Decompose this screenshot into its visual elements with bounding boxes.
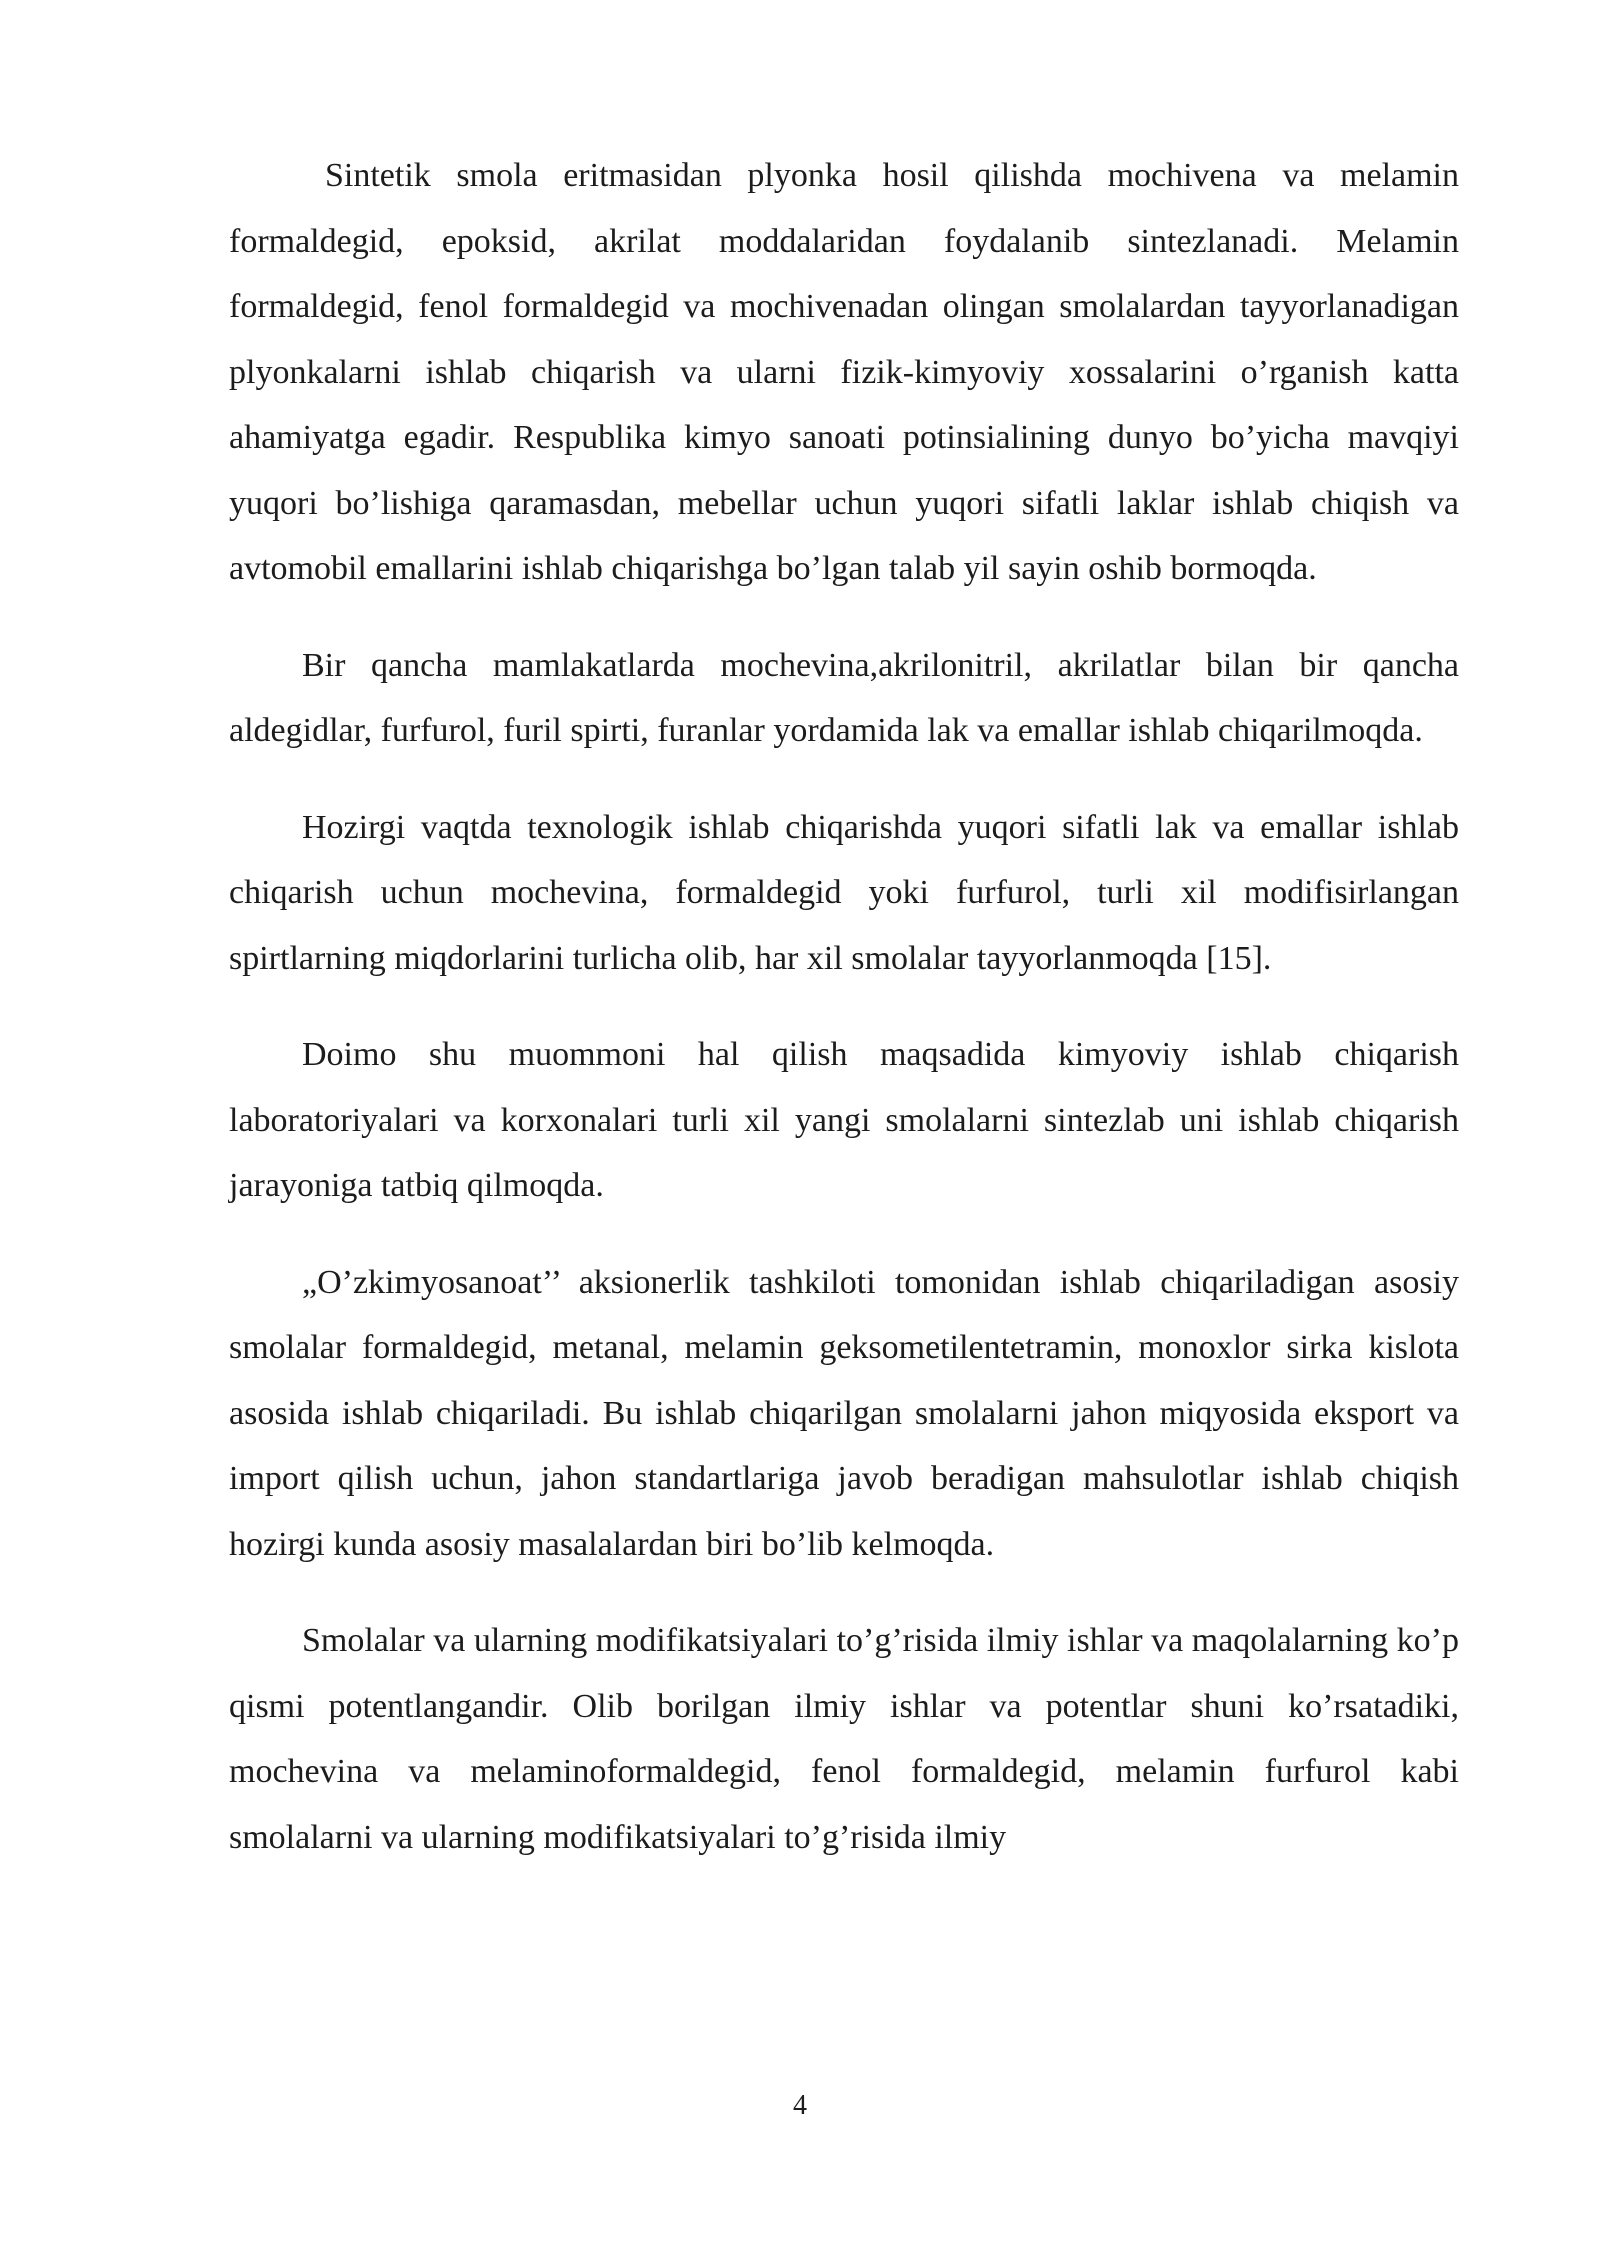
- paragraph-5: „O’zkimyosanoat’’ aksionerlik tashkiloti tomonidan ishlab chiqariladigan asosiy smolalar formaldegid, metanal, melamin geksometilentetramin, monoxlor sirka kislota asosida ishlab chiqariladi. Bu ishlab chiqarilgan smolalarni jahon miqyosida eksport va import qilish uchun, jahon standartlariga javob beradigan mahsulotlar ishlab chiqish hozirgi kunda asosiy masalalardan biri bo’lib kelmoqda.: [229, 1263, 1459, 1563]
- paragraph-6: Smolalar va ularning modifikatsiyalari to’g’risida ilmiy ishlar va maqolalarning ko’p qismi potentlangandir. Olib borilgan ilmiy ishlar va potentlar shuni ko’rsatadiki, mochevina va melaminoformaldegid, fenol formaldegid, melamin furfurol kabi smolalarni va ularning modifikatsiyalari to’g’risida ilmiy: [229, 1622, 1459, 1856]
- page-number: 4: [793, 2090, 807, 2121]
- paragraph-1: Sintetik smola eritmasidan plyonka hosil qilishda mochivena va melamin formaldegid, epoksid, akrilat moddalaridan foydalanib sintezlanadi. Melamin formaldegid, fenol formaldegid va mochivenadan olingan smolalardan tayyorlanadigan plyonkalarni ishlab chiqarish va ularni fizik-kimyoviy xossalarini o’rganish katta ahamiyatga egadir. Respublika kimyo sanoati potinsialining dunyo bo’yicha mavqiyi yuqori bo’lishiga qaramasdan, mebellar uchun yuqori sifatli laklar ishlab chiqish va avtomobil emallarini ishlab chiqarishga bo’lgan talab yil sayin oshib bormoqda.: [229, 157, 1459, 587]
- paragraph-3: Hozirgi vaqtda texnologik ishlab chiqarishda yuqori sifatli lak va emallar ishlab chiqarish uchun mochevina, formaldegid yoki furfurol, turli xil modifisirlangan spirtlarning miqdorlarini turlicha olib, har xil smolalar tayyorlanmoqda [15].: [229, 808, 1459, 977]
- paragraph-4: Doimo shu muommoni hal qilish maqsadida kimyoviy ishlab chiqarish laboratoriyalari va korxonalari turli xil yangi smolalarni sintezlab uni ishlab chiqarish jarayoniga tatbiq qilmoqda.: [229, 1036, 1459, 1204]
- document-body: [229, 143, 1459, 1870]
- paragraph-2: Bir qancha mamlakatlarda mochevina,akrilonitril, akrilatlar bilan bir qancha aldegidlar, furfurol, furil spirti, furanlar yordamida lak va emallar ishlab chiqarilmoqda.: [229, 646, 1459, 749]
